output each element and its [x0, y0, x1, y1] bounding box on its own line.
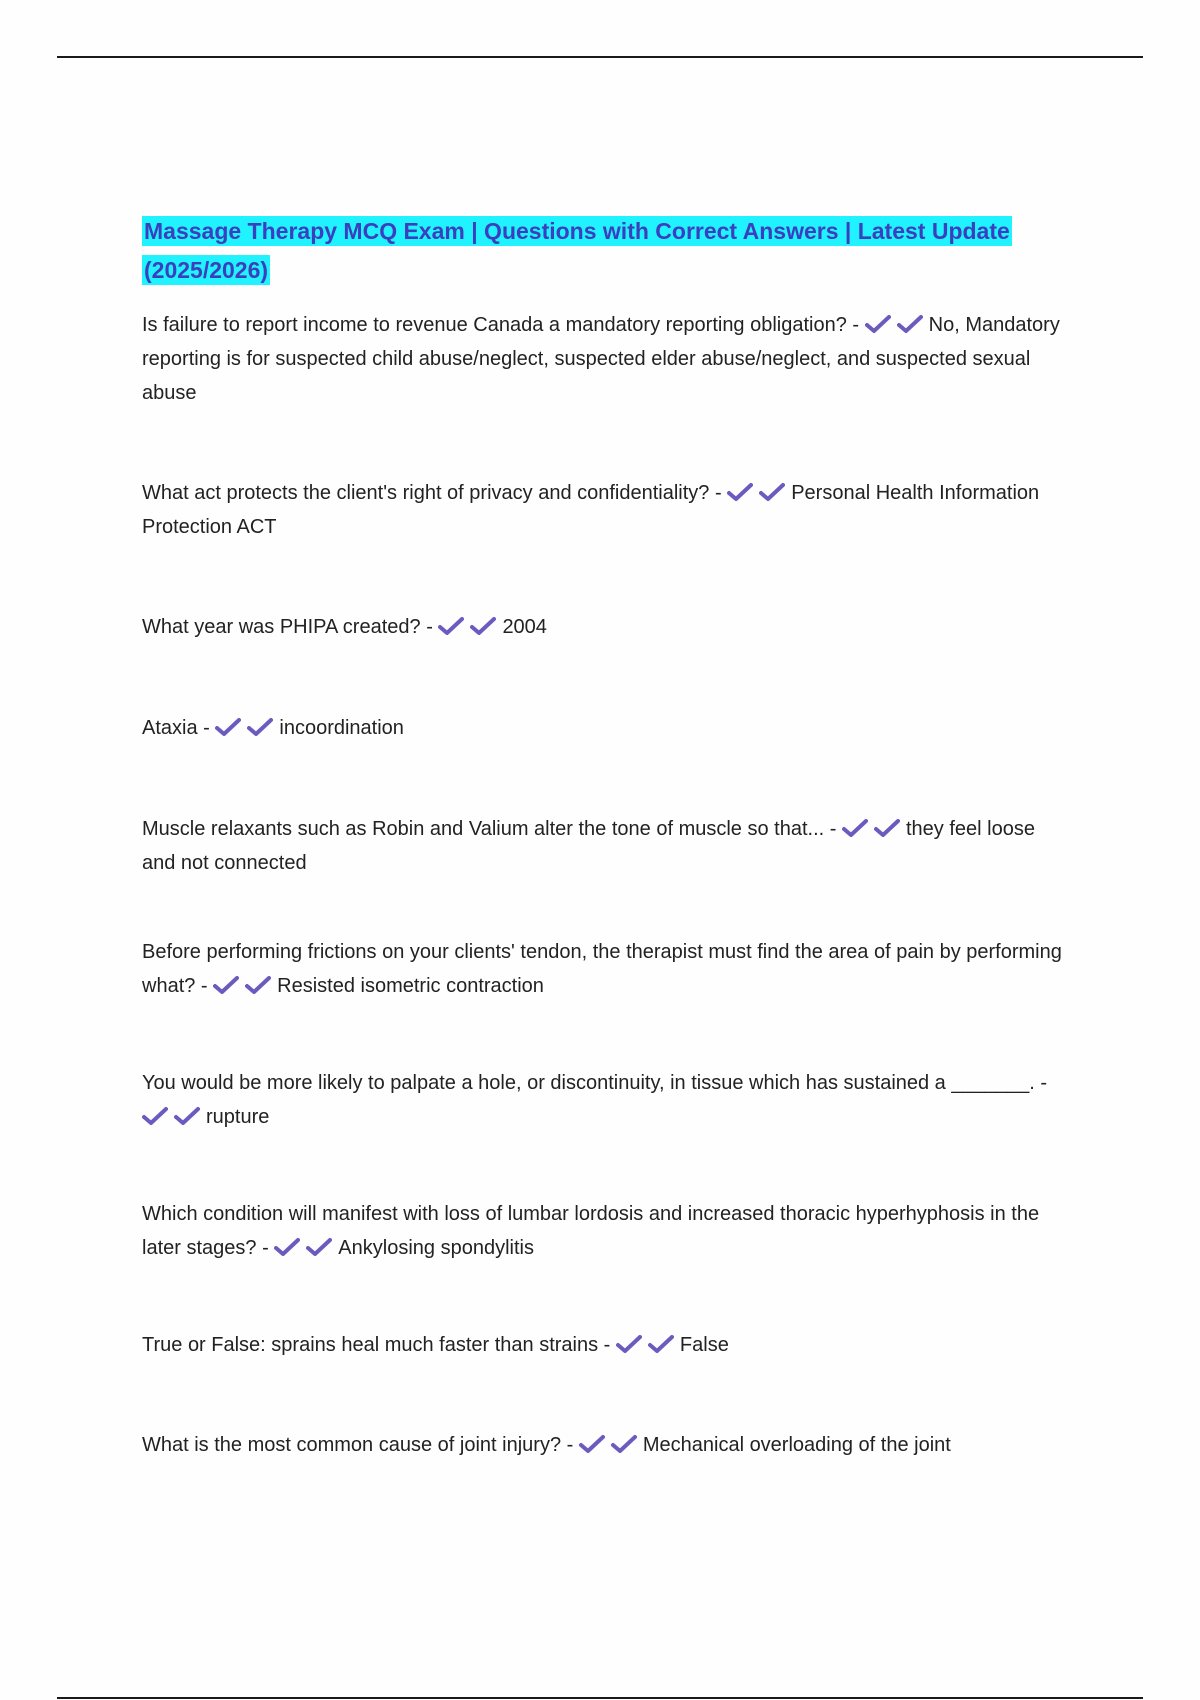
question-answer-separator: -: [846, 314, 865, 336]
qa-item: [142, 1428, 1072, 1462]
document-content: [142, 212, 1072, 1462]
checkmark-icon: [470, 616, 496, 636]
qa-item: [142, 476, 1072, 544]
question-text: Is failure to report income to revenue Canada a mandatory reporting obligation?: [142, 314, 847, 336]
checkmark-icon: [842, 818, 868, 838]
question-answer-separator: -: [709, 482, 728, 504]
checkmark-icon: [306, 1237, 332, 1257]
qa-list: [142, 308, 1072, 1462]
question-text: Muscle relaxants such as Robin and Valium alter the tone of muscle so that...: [142, 818, 825, 840]
checkmark-icon: [438, 616, 464, 636]
question-text: What is the most common cause of joint injury?: [142, 1434, 562, 1456]
question-answer-separator: -: [420, 616, 439, 638]
title-highlight: Massage Therapy MCQ Exam | Questions with Correct Answers | Latest Update (2025/2026): [144, 218, 1010, 283]
question-text: Before performing frictions on your clients' tendon, the therapist must find the area of pain by performing what?: [142, 941, 1062, 997]
answer-text: Mechanical overloading of the joint: [642, 1434, 951, 1456]
question-text: You would be more likely to palpate a hole, or discontinuity, in tissue which has sustained a _______.: [142, 1072, 1035, 1094]
checkmark-icon: [727, 482, 753, 502]
checkmark-icon: [759, 482, 785, 502]
footer-rule: [57, 1697, 1143, 1699]
answer-text: No, Mandatory reporting is for suspected child abuse/neglect, suspected elder abuse/neglect, and suspected sexual abuse: [142, 314, 1060, 404]
qa-item: [142, 711, 1072, 745]
answer-text: False: [679, 1334, 729, 1356]
question-text: True or False: sprains heal much faster than strains: [142, 1334, 599, 1356]
checkmark-icon: [874, 818, 900, 838]
question-answer-separator: -: [824, 818, 842, 840]
qa-item: [142, 1197, 1072, 1265]
checkmark-icon: [579, 1434, 605, 1454]
answer-text: Ankylosing spondylitis: [338, 1237, 534, 1259]
answer-text: they feel loose and not connected: [142, 818, 1035, 874]
question-answer-separator: -: [1034, 1072, 1048, 1094]
question-text: Which condition will manifest with loss of lumbar lordosis and increased thoracic hyperhyphosis in the later stages?: [142, 1203, 1040, 1259]
qa-item: [142, 1066, 1072, 1134]
question-answer-separator: -: [195, 975, 214, 997]
question-text: Ataxia: [142, 717, 198, 739]
checkmark-icon: [616, 1334, 642, 1354]
checkmark-icon: [215, 717, 241, 737]
checkmark-icon: [213, 975, 239, 995]
answer-text: Resisted isometric contraction: [277, 975, 544, 997]
answer-text: Personal Health Information Protection ACT: [142, 482, 1040, 538]
question-text: What year was PHIPA created?: [142, 616, 421, 638]
question-answer-separator: -: [256, 1237, 275, 1259]
checkmark-icon: [897, 314, 923, 334]
checkmark-icon: [245, 975, 271, 995]
checkmark-icon: [247, 717, 273, 737]
question-answer-separator: -: [598, 1334, 616, 1356]
question-text: What act protects the client's right of privacy and confidentiality?: [142, 482, 710, 504]
checkmark-icon: [648, 1334, 674, 1354]
checkmark-icon: [142, 1106, 168, 1126]
checkmark-icon: [611, 1434, 637, 1454]
answer-text: rupture: [206, 1106, 270, 1128]
document-title: [142, 212, 1072, 290]
checkmark-icon: [174, 1106, 200, 1126]
qa-item: [142, 1328, 1072, 1362]
question-answer-separator: -: [561, 1434, 579, 1456]
qa-item: [142, 812, 1072, 880]
qa-item: [142, 935, 1072, 1003]
header-rule: [57, 56, 1143, 58]
qa-item: [142, 308, 1072, 410]
checkmark-icon: [865, 314, 891, 334]
answer-text: 2004: [502, 616, 547, 638]
question-answer-separator: -: [197, 717, 216, 739]
answer-text: incoordination: [279, 717, 404, 739]
qa-item: [142, 610, 1072, 644]
checkmark-icon: [274, 1237, 300, 1257]
